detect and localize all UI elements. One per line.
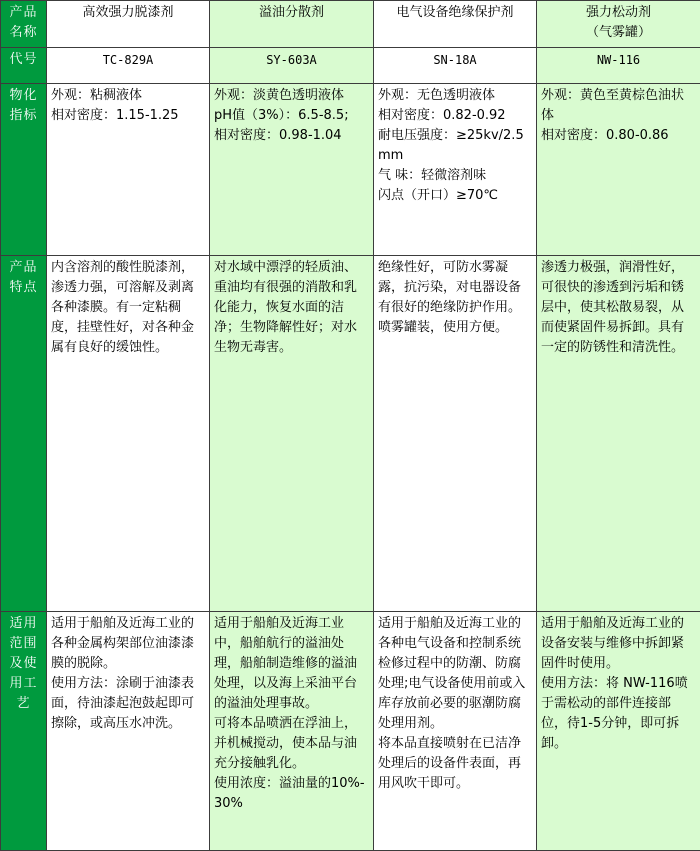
product-code-2: SY-603A bbox=[210, 48, 374, 84]
usage-line: 使用浓度：溢油量的10%-30% bbox=[214, 774, 369, 814]
usage-2 bbox=[210, 612, 374, 851]
usage-line: 可将本品喷洒在浮油上，并机械搅动，使本品与油充分接触乳化。 bbox=[214, 714, 369, 774]
properties-1 bbox=[47, 84, 210, 256]
usage-1 bbox=[47, 612, 210, 851]
usage-4 bbox=[537, 612, 700, 851]
row-properties bbox=[1, 84, 700, 256]
usage-line: 适用于船舶及近海工业中，船舶航行的溢油处理，船舶制造维修的溢油处理，以及海上采油平台的溢油处理事故。 bbox=[214, 614, 369, 714]
product-code-1: TC-829A bbox=[47, 48, 210, 84]
product-code-3: SN-18A bbox=[374, 48, 537, 84]
product-name-3: 电气设备绝缘保护剂 bbox=[374, 1, 537, 48]
properties-4 bbox=[537, 84, 700, 256]
product-name-4: 强力松动剂 （气雾罐） bbox=[537, 1, 700, 48]
features-4: 渗透力极强，润滑性好，可很快的渗透到污垢和锈层中，使其松散易裂，从而使紧固件易拆卸。具有一定的防锈性和清洗性。 bbox=[537, 256, 700, 612]
property-line: 耐电压强度：≥25kv/2.5mm bbox=[378, 126, 532, 166]
property-line: 闪点（开口）≥70℃ bbox=[378, 186, 532, 206]
product-code-4: NW-116 bbox=[537, 48, 700, 84]
row-features bbox=[1, 256, 700, 612]
property-line: 相对密度：0.80-0.86 bbox=[541, 126, 696, 146]
usage-line: 适用于船舶及近海工业的各种电气设备和控制系统检修过程中的防潮、防腐处理;电气设备使用前或入库存放前必要的驱潮防腐处理用剂。 bbox=[378, 614, 532, 734]
usage-line: 使用方法：将 NW-116喷于需松动的部件连接部位，待1-5分钟，即可拆卸。 bbox=[541, 674, 696, 754]
property-line: 相对密度：0.82-0.92 bbox=[378, 106, 532, 126]
property-line: 外观：淡黄色透明液体 bbox=[214, 86, 369, 106]
features-3: 绝缘性好，可防水雾凝露，抗污染，对电器设备有很好的绝缘防护作用。喷雾罐装，使用方便。 bbox=[374, 256, 537, 612]
row-code bbox=[1, 48, 700, 84]
label-product-name: 产品 名称 bbox=[1, 1, 47, 48]
property-line: 外观：黄色至黄棕色油状体 bbox=[541, 86, 696, 126]
property-line: 气 味：轻微溶剂味 bbox=[378, 166, 532, 186]
properties-3 bbox=[374, 84, 537, 256]
row-usage bbox=[1, 612, 700, 851]
property-line: 外观：无色透明液体 bbox=[378, 86, 532, 106]
features-2: 对水域中漂浮的轻质油、重油均有很强的消散和乳化能力，恢复水面的洁净；生物降解性好；对水生物无毒害。 bbox=[210, 256, 374, 612]
product-name-2: 溢油分散剂 bbox=[210, 1, 374, 48]
usage-line: 适用于船舶及近海工业的设备安装与维修中拆卸紧固件时使用。 bbox=[541, 614, 696, 674]
product-name-1: 高效强力脱漆剂 bbox=[47, 1, 210, 48]
usage-line: 适用于船舶及近海工业的各种金属构架部位油漆漆膜的脱除。 bbox=[51, 614, 205, 674]
label-properties: 物化 指标 bbox=[1, 84, 47, 256]
property-line: 外观：粘稠液体 bbox=[51, 86, 205, 106]
label-features: 产品 特点 bbox=[1, 256, 47, 612]
usage-line: 将本品直接喷射在已洁净处理后的设备件表面，再用风吹干即可。 bbox=[378, 734, 532, 794]
property-line: 相对密度：1.15-1.25 bbox=[51, 106, 205, 126]
label-usage: 适用 范围 及使 用工 艺 bbox=[1, 612, 47, 851]
property-line: pH值（3%）：6.5-8.5; bbox=[214, 106, 369, 126]
label-code: 代号 bbox=[1, 48, 47, 84]
features-1: 内含溶剂的酸性脱漆剂，渗透力强，可溶解及剥离各种漆膜。有一定粘稠度，挂壁性好，对各种金属有良好的缓蚀性。 bbox=[47, 256, 210, 612]
usage-line: 使用方法：涂刷于油漆表面，待油漆起泡鼓起即可擦除，或高压水冲洗。 bbox=[51, 674, 205, 734]
property-line: 相对密度：0.98-1.04 bbox=[214, 126, 369, 146]
row-product-name bbox=[1, 1, 700, 48]
usage-3 bbox=[374, 612, 537, 851]
properties-2 bbox=[210, 84, 374, 256]
